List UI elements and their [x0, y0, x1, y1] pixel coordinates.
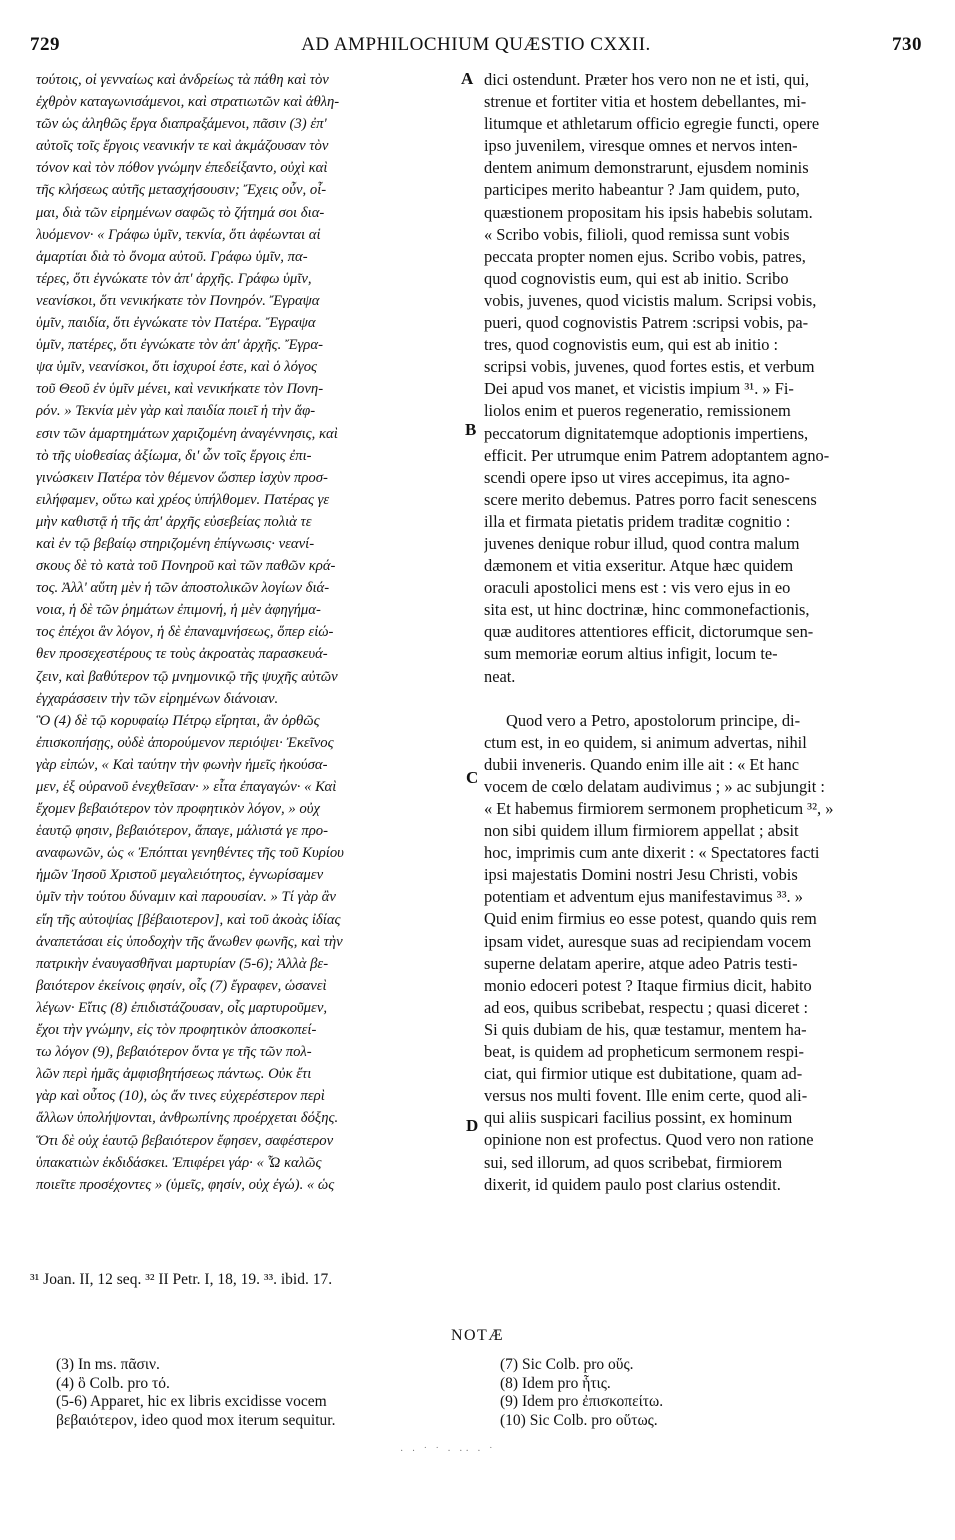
latin-line: dici ostendunt. Præter hos vero non ne et isti, qui,	[484, 70, 810, 89]
latin-line: sui, sed illorum, ad quos scribebat, firmiorem	[484, 1152, 783, 1172]
latin-line: ad eos, quibus scribebat, respectu ; quasi diceret :	[484, 997, 809, 1017]
latin-line: non sibi quidem illum firmiorem appellat ; absit	[484, 821, 799, 841]
nota-line: (8) Idem pro ἧτις.	[500, 1374, 611, 1392]
greek-line: γὰρ εἰπών, « Καὶ ταύτην τὴν φωνὴν ἡμεῖς ἠκούσα-	[36, 756, 328, 773]
greek-line: ἀναπετάσαι εἰς ὑποδοχὴν τῆς ἄνωθεν φωνῆς, καὶ τὴν	[36, 933, 343, 950]
margin-letter-d: D	[466, 1116, 479, 1135]
latin-line: peccatorum dignitatemque adoptionis impertiens,	[484, 423, 809, 443]
greek-line: αὐτοῖς τοῖς ἔργοις νεανικήν τε καὶ ἀκμάζουσαν τὸν	[36, 138, 329, 155]
greek-line: ἁμαρτίαι διὰ τὸ ὄνομα αὐτοῦ. Γράφω ὑμῖν, πα-	[36, 248, 308, 265]
latin-line: quod cognovistis eum, qui est ab initio. Scribo	[484, 268, 789, 288]
latin-line: dubii inveneris. Quando enim ille ait : « Et hanc	[484, 754, 799, 774]
greek-line: ὑμῖν, πατέρες, ὅτι ἐγνώκατε τὸν ἀπ' ἀρχῆς. Ἔγρα-	[36, 337, 323, 354]
greek-line: μεν, ἐξ οὐρανοῦ ἐνεχθεῖσαν· » εἶτα ἐπαγαγών· « Καὶ	[36, 779, 337, 795]
greek-line: ζειν, καὶ βαθύτερον τῷ μνημονικῷ τῆς ψυχῆς αὐτῶν	[36, 668, 338, 685]
greek-line: λέγων· Εἴτις (8) ἐπιδιστάζουσαν, οἷς μαρτυροῦμεν,	[36, 999, 328, 1016]
latin-line: illa et firmata pietatis pridem traditæ cognitio :	[484, 511, 791, 531]
greek-line: τόνον καὶ τὸν πόθον γνώμην ἐπεδείξαντο, οὐχὶ καὶ	[36, 160, 328, 177]
nota-line: (9) Idem pro ἐπισκοπείτω.	[500, 1393, 664, 1410]
latin-line: ipsam videt, auresque suas ad recipiendam vocem	[484, 931, 812, 951]
notae-title: NOTÆ	[450, 1327, 505, 1344]
greek-line: τῶν ὡς ἀληθῶς ἔργα διαπραξάμενοι, πᾶσιν (3) ἐπ'	[36, 116, 327, 133]
latin-line: litumque et athletarum officio egregie functi, opere	[484, 114, 820, 134]
margin-letter-a: A	[461, 69, 474, 88]
greek-line: τὸ τῆς υἱοθεσίας ἀξίωμα, δι' ὧν τοῖς ἔργοις ἐπι-	[36, 447, 312, 464]
latin-column	[484, 69, 918, 1196]
latin-line: Si quis dubiam de his, quæ testamur, mentem ha-	[484, 1019, 807, 1039]
latin-line: ctum est, in eo quidem, si animum advertas, nihil	[484, 732, 807, 752]
latin-line: efficit. Per utrumque enim Patrem adoptantem agno-	[484, 445, 830, 465]
running-header	[30, 34, 922, 64]
latin-line: oraculi apostolici mens est : vis vero ejus in eo	[484, 578, 791, 598]
latin-line: hoc, imprimis cum ante dixerit : « Spectatores facti	[484, 843, 820, 863]
scan-specks: · · ˙ ˙ · ·· · ˙	[400, 1446, 496, 1457]
latin-line: dixerit, id quidem paulo post clarius ostendit.	[484, 1174, 781, 1194]
latin-line: Dei apud vos manet, et vicistis impium ³¹. » Fi-	[484, 379, 794, 399]
greek-line: θεν προσεχεστέρους τε τοὺς ἀκροατὰς παρασκευά-	[36, 646, 328, 663]
notae-right-column	[500, 1356, 663, 1430]
latin-line: ipso juvenilem, viresque omnes et nervos inten-	[484, 136, 798, 156]
greek-line: λυόμενον· « Γράφω ὑμῖν, τεκνία, ὅτι ἀφέωνται αἱ	[36, 226, 321, 243]
greek-line: ἔχοι τὴν γνώμην, εἰς τὸν προφητικὸν ἀποσκοπεί-	[36, 1022, 317, 1039]
latin-line: juvenes denique robur illud, quod contra malum	[484, 533, 800, 553]
latin-line: superne delatam aperire, atque adeo Patris testi-	[484, 953, 798, 973]
latin-line: beat, is quidem ad propheticum sermonem respi-	[484, 1042, 804, 1062]
greek-line: ὑμῖν τὴν τούτου δύναμιν καὶ παρουσίαν. » Τί γὰρ ἂν	[36, 889, 336, 906]
margin-letter-c: C	[466, 768, 479, 787]
greek-line: ἐπισκοπήσῃς, οὐδὲ ἀπορούμενον περιόψει· Ἐκεῖνος	[36, 734, 334, 751]
nota-line: βεβαιότερον, ideo quod mox iterum sequitur.	[56, 1411, 336, 1429]
latin-line: scere merito debemus. Patres porro facit senescens	[484, 489, 817, 509]
nota-line: (3) In ms. πᾶσιν.	[56, 1356, 160, 1373]
greek-line: τω λόγον (9), βεβαιότερον ὄντα γε τῆς τῶν πολ-	[36, 1044, 312, 1061]
footnotes: ³¹ Joan. II, 12 seq. ³² II Petr. I, 18, 19. ³³. ibid. 17.	[30, 1271, 333, 1288]
greek-line: εἴη τῆς αὐτοψίας [βέβαιοτερον], καὶ τοῦ ἀκοὰς ἰδίας	[36, 911, 341, 928]
greek-line: βαιότερον ἐκείνοις φησίν, οἷς (7) ἔγραφεν, ὡσανεὶ	[36, 977, 327, 994]
greek-line: τούτοις, οἱ γενναίως καὶ ἀνδρείως τὰ πάθη καὶ τὸν	[36, 72, 329, 88]
latin-line: ipsi majestatis Domini nostri Jesu Christi, vobis	[484, 865, 798, 885]
latin-line: neat.	[484, 666, 516, 686]
greek-line: ὑπακατιὼν ἐκδιδάσκει. Ἐπιφέρει γάρ· « Ὧ καλῶς	[36, 1154, 322, 1171]
greek-line: τος. Ἀλλ' αὕτη μὲν ἡ τῶν ἀποστολικῶν λογίων διά-	[36, 580, 330, 597]
greek-line: μὴν καθιστᾷ ἡ τῆς ἀπ' ἀρχῆς εὐσεβείας πολιὰ τε	[36, 513, 312, 530]
latin-line: sita est, ut hinc doctrinæ, hinc commonefactionis,	[484, 600, 810, 620]
latin-line: vocem de cœlo delatam audivimus ; » ac subjungit :	[484, 776, 825, 796]
greek-line: τῆς κλήσεως αὐτῆς μετασχήσουσιν; Ἔχεις οὖν, οἶ-	[36, 182, 327, 199]
nota-line: (5-6) Apparet, hic ex libris excidisse vocem	[56, 1393, 327, 1410]
paragraph-gap	[484, 688, 918, 710]
greek-line: τοῦ Θεοῦ ἐν ὑμῖν μένει, καὶ νενικήκατε τὸν Πονη-	[36, 381, 324, 398]
latin-line: quæ auditores attentiores efficit, dictorumque sen-	[484, 622, 814, 642]
latin-line: tres, quod cognovistis eum, qui est ab initio :	[484, 335, 779, 355]
page-number-left: 729	[30, 34, 60, 55]
latin-line: « Scribo vobis, filioli, quod remissa sunt vobis	[484, 224, 790, 244]
greek-line: νεανίσκοι, ὅτι νενικήκατε τὸν Πονηρόν. Ἔγραψα	[36, 292, 320, 309]
latin-line: monio edoceri potest ? Itaque firmius dicit, habito	[484, 975, 812, 995]
greek-line: αναφωνῶν, ὡς « Ἐπόπται γενηθέντες τῆς τοῦ Κυρίου	[36, 845, 344, 862]
greek-line: νοια, ἡ δὲ τῶν ῥημάτων ἐπιμονή, ἡ μὲν ἀφηγήμα-	[36, 602, 321, 619]
greek-line: καὶ ἐν τῷ βεβαίῳ στηριζομένη ἐπίγνωσις· νεανί-	[36, 535, 315, 552]
greek-line: σκους δὲ τὸ κατὰ τοῦ Πονηροῦ καὶ τῶν παθῶν κρά-	[36, 558, 336, 575]
greek-line: ποιεῖτε προσέχοντες » (ὑμεῖς, φησίν, οὐχ ἐγώ). « ὡς	[36, 1176, 335, 1193]
greek-line: τος ἐπέχοι ἂν λόγον, ἡ δὲ ἐπαναμνήσεως, ὅπερ εἰώ-	[36, 624, 334, 641]
latin-line: liolos enim et pueros regeneratio, remissionem	[484, 401, 791, 421]
greek-line: μαι, διὰ τῶν εἰρημένων σαφῶς τὸ ζήτημά σοι δια-	[36, 204, 325, 221]
latin-line: ciat, qui firmior utique est dubitatione, quam ad-	[484, 1064, 803, 1084]
latin-line: potentiam et adventum ejus manifestavimus ³³. »	[484, 887, 803, 907]
greek-line: ὑμῖν, παιδία, ὅτι ἐγνώκατε τὸν Πατέρα. Ἔγραψα	[36, 315, 316, 332]
greek-line: πατρικὴν ἐναυγασθῆναι μαρτυρίαν (5-6); Ἀλλὰ βε-	[36, 955, 329, 972]
greek-line: γὰρ καὶ οὗτος (10), ὡς ἄν τινες εὐχερέστερον περὶ	[36, 1088, 325, 1105]
greek-line: τέρες, ὅτι ἐγνώκατε τὸν ἀπ' ἀρχῆς. Γράφω ὑμῖν,	[36, 270, 312, 287]
greek-line: γινώσκειν Πατέρα τὸν θέμενον ὥσπερ ἰσχὺν προσ-	[36, 469, 328, 486]
greek-line: ρόν. » Τεκνία μὲν γὰρ καὶ παιδία ποιεῖ ἡ τὴν ἄφ-	[36, 403, 316, 420]
latin-line: vobis, juvenes, quod vicistis malum. Scripsi vobis,	[484, 290, 817, 310]
latin-line: scripsi vobis, juvenes, quod fortes estis, et verbum	[484, 357, 815, 377]
greek-line: ψα ὑμῖν, νεανίσκοι, ὅτι ἰσχυροί ἐστε, καὶ ὁ λόγος	[36, 359, 318, 376]
greek-line: λῶν περὶ ἡμᾶς ἀμφισβητήσεως πάντως. Οὐκ ἔτι	[36, 1066, 312, 1083]
latin-line: dentem animum demonstrarunt, ejusdem nominis	[484, 158, 809, 178]
latin-line: Quid enim firmius eo esse potest, quando quis rem	[484, 909, 817, 929]
latin-line: pueri, quod cognovistis Patrem :scripsi vobis, pa-	[484, 313, 809, 333]
greek-line: Ὃ (4) δὲ τῷ κορυφαίῳ Πέτρῳ εἴρηται, ἂν ὀρθῶς	[36, 712, 320, 729]
nota-line: (4) ὃ Colb. pro τό.	[56, 1374, 170, 1392]
greek-line: Ὅτι δὲ οὐχ ἑαυτῷ βεβαιότερον ἔφησεν, σαφέστερον	[36, 1132, 334, 1149]
greek-line: ἔχομεν βεβαιότερον τὸν προφητικὸν λόγον, » οὐχ	[36, 801, 320, 818]
latin-line: Quod vero a Petro, apostolorum principe, di-	[506, 710, 801, 730]
greek-line: ἡμῶν Ἰησοῦ Χριστοῦ μεγαλειότητος, ἐγνωρίσαμεν	[36, 867, 324, 884]
nota-line: (10) Sic Colb. pro οὕτως.	[500, 1411, 658, 1429]
latin-line: participes merito habeantur ? Jam quidem, puto,	[484, 180, 800, 200]
page-number-right: 730	[892, 34, 922, 55]
greek-line: ἄλλων ὑπολήψονται, ἀνθρωπίνης προέρχεται δόξης.	[36, 1110, 339, 1127]
greek-line: ἑαυτῷ φησιν, βεβαιότερον, ἄπαγε, μάλιστά γε προ-	[36, 823, 328, 840]
latin-line: qui aliis suspicari facilius possint, ex hominum	[484, 1108, 793, 1128]
latin-line: versus nos multi fovent. Ille enim certe, quod ali-	[484, 1086, 808, 1106]
greek-line: ἐχθρὸν καταγωνισάμενοι, καὶ στρατιωτῶν καὶ ἀθλη-	[36, 94, 340, 111]
latin-line: « Et habemus firmiorem sermonem propheticum ³², »	[484, 799, 834, 818]
notae-left-column	[56, 1356, 335, 1430]
greek-line: εσιν τῶν ἁμαρτημάτων χαριζομένη ἀναγέννησις, καὶ	[36, 425, 338, 442]
greek-line: ειλήφαμεν, οὕτω καὶ χρέος ὑπήλθομεν. Πατέρας γε	[36, 491, 330, 508]
running-title: AD AMPHILOCHIUM QUÆSTIO CXXII.	[301, 34, 651, 55]
margin-letter-b: B	[465, 420, 477, 439]
latin-line: strenue et fortiter vitia et hostem debellantes, mi-	[484, 92, 807, 112]
latin-line: scendi opere ipso ut vires accepimus, ita agno-	[484, 467, 790, 487]
greek-line: ἐγχαράσσειν τὴν τῶν εἰρημένων διάνοιαν.	[36, 690, 279, 707]
latin-line: dæmonem et vitia exseritur. Atque hæc quidem	[484, 556, 794, 576]
nota-line: (7) Sic Colb. pro οὕς.	[500, 1356, 634, 1373]
latin-line: quæstionem propositam his ipsis habebis solutam.	[484, 202, 813, 222]
greek-column	[36, 69, 460, 1196]
latin-line: opinione non est profectus. Quod vero non ratione	[484, 1130, 814, 1150]
latin-line: peccata propter nomen ejus. Scribo vobis, patres,	[484, 246, 806, 266]
latin-line: sum memoriæ eorum altius infigit, locum te-	[484, 644, 778, 664]
